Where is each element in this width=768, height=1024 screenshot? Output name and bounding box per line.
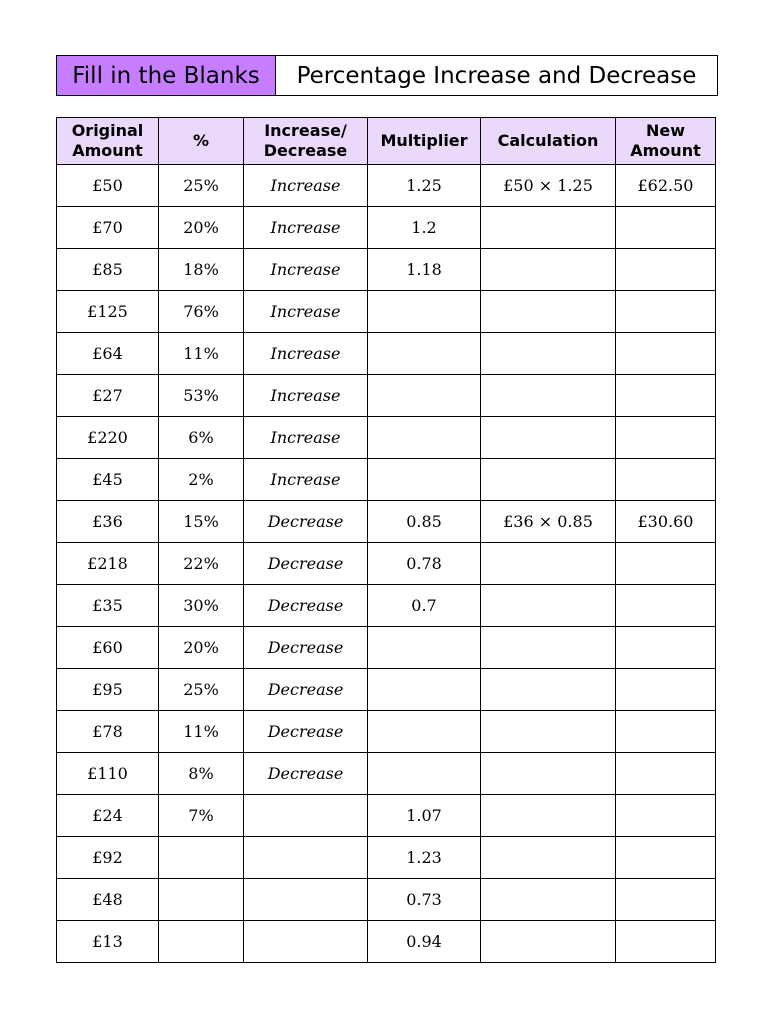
- multiplier-cell: 1.25: [368, 165, 481, 207]
- original-amount-cell: £45: [57, 459, 159, 501]
- calculation-cell: [481, 837, 616, 879]
- original-amount-cell: £220: [57, 417, 159, 459]
- percent-cell: 18%: [159, 249, 244, 291]
- percent-cell: 7%: [159, 795, 244, 837]
- original-amount-cell: £48: [57, 879, 159, 921]
- new-amount-cell: £62.50: [616, 165, 716, 207]
- original-amount-cell: £125: [57, 291, 159, 333]
- calculation-cell: [481, 627, 616, 669]
- multiplier-cell: [368, 711, 481, 753]
- direction-cell: Increase: [244, 291, 368, 333]
- new-amount-cell: [616, 543, 716, 585]
- original-amount-cell: £218: [57, 543, 159, 585]
- percent-cell: 76%: [159, 291, 244, 333]
- multiplier-cell: 1.18: [368, 249, 481, 291]
- direction-cell: Decrease: [244, 669, 368, 711]
- calculation-cell: [481, 375, 616, 417]
- calculation-cell: [481, 879, 616, 921]
- direction-cell: Increase: [244, 207, 368, 249]
- direction-cell: Increase: [244, 375, 368, 417]
- direction-cell: Increase: [244, 459, 368, 501]
- calculation-cell: £36 × 0.85: [481, 501, 616, 543]
- calculation-cell: [481, 207, 616, 249]
- table-row: [57, 207, 716, 249]
- calculation-cell: £50 × 1.25: [481, 165, 616, 207]
- original-amount-cell: £13: [57, 921, 159, 963]
- table-row: [57, 501, 716, 543]
- header-new-amount: New Amount: [616, 118, 716, 165]
- multiplier-cell: [368, 375, 481, 417]
- table-row: [57, 165, 716, 207]
- direction-cell: [244, 795, 368, 837]
- original-amount-cell: £27: [57, 375, 159, 417]
- percent-cell: 11%: [159, 333, 244, 375]
- table-row: [57, 753, 716, 795]
- percent-cell: [159, 921, 244, 963]
- multiplier-cell: [368, 417, 481, 459]
- percent-cell: 6%: [159, 417, 244, 459]
- table-row: [57, 375, 716, 417]
- direction-cell: Increase: [244, 333, 368, 375]
- multiplier-cell: 0.85: [368, 501, 481, 543]
- new-amount-cell: [616, 585, 716, 627]
- new-amount-cell: [616, 291, 716, 333]
- percent-cell: 53%: [159, 375, 244, 417]
- percent-cell: 25%: [159, 165, 244, 207]
- calculation-cell: [481, 585, 616, 627]
- table-row: [57, 837, 716, 879]
- calculation-cell: [481, 333, 616, 375]
- calculation-cell: [481, 711, 616, 753]
- multiplier-cell: [368, 459, 481, 501]
- table-row: [57, 711, 716, 753]
- new-amount-cell: [616, 333, 716, 375]
- multiplier-cell: [368, 627, 481, 669]
- header-multiplier: Multiplier: [368, 118, 481, 165]
- original-amount-cell: £92: [57, 837, 159, 879]
- original-amount-cell: £24: [57, 795, 159, 837]
- calculation-cell: [481, 669, 616, 711]
- direction-cell: Decrease: [244, 753, 368, 795]
- multiplier-cell: 0.78: [368, 543, 481, 585]
- table-row: [57, 921, 716, 963]
- direction-cell: Decrease: [244, 711, 368, 753]
- table-row: [57, 879, 716, 921]
- new-amount-cell: [616, 921, 716, 963]
- calculation-cell: [481, 459, 616, 501]
- new-amount-cell: [616, 417, 716, 459]
- percent-cell: 22%: [159, 543, 244, 585]
- direction-cell: [244, 921, 368, 963]
- new-amount-cell: [616, 249, 716, 291]
- table-header-row: [57, 118, 716, 165]
- header-increase-decrease: Increase/ Decrease: [244, 118, 368, 165]
- multiplier-cell: [368, 291, 481, 333]
- multiplier-cell: 0.7: [368, 585, 481, 627]
- original-amount-cell: £64: [57, 333, 159, 375]
- percent-cell: 20%: [159, 627, 244, 669]
- table-row: [57, 795, 716, 837]
- percent-cell: 11%: [159, 711, 244, 753]
- header-calculation: Calculation: [481, 118, 616, 165]
- multiplier-cell: 0.94: [368, 921, 481, 963]
- multiplier-cell: [368, 669, 481, 711]
- new-amount-cell: [616, 375, 716, 417]
- worksheet-title-bar: [56, 55, 718, 96]
- percent-cell: 30%: [159, 585, 244, 627]
- direction-cell: Decrease: [244, 627, 368, 669]
- original-amount-cell: £95: [57, 669, 159, 711]
- new-amount-cell: [616, 669, 716, 711]
- table-row: [57, 291, 716, 333]
- calculation-cell: [481, 753, 616, 795]
- multiplier-cell: 1.07: [368, 795, 481, 837]
- table-row: [57, 585, 716, 627]
- table-row: [57, 627, 716, 669]
- original-amount-cell: £50: [57, 165, 159, 207]
- percent-cell: 25%: [159, 669, 244, 711]
- calculation-cell: [481, 795, 616, 837]
- header-original-amount: Original Amount: [57, 118, 159, 165]
- multiplier-cell: 0.73: [368, 879, 481, 921]
- table-row: [57, 249, 716, 291]
- calculation-cell: [481, 249, 616, 291]
- table-row: [57, 333, 716, 375]
- direction-cell: Decrease: [244, 585, 368, 627]
- direction-cell: Increase: [244, 165, 368, 207]
- calculation-cell: [481, 417, 616, 459]
- original-amount-cell: £85: [57, 249, 159, 291]
- table-body: [57, 165, 716, 963]
- new-amount-cell: [616, 207, 716, 249]
- table-row: [57, 669, 716, 711]
- new-amount-cell: [616, 879, 716, 921]
- new-amount-cell: [616, 711, 716, 753]
- percent-cell: [159, 879, 244, 921]
- worksheet-tag: Fill in the Blanks: [57, 56, 276, 95]
- calculation-cell: [481, 291, 616, 333]
- table-row: [57, 417, 716, 459]
- multiplier-cell: [368, 753, 481, 795]
- percent-cell: [159, 837, 244, 879]
- header-percent: %: [159, 118, 244, 165]
- table-row: [57, 459, 716, 501]
- percent-cell: 15%: [159, 501, 244, 543]
- new-amount-cell: [616, 795, 716, 837]
- new-amount-cell: [616, 753, 716, 795]
- new-amount-cell: £30.60: [616, 501, 716, 543]
- calculation-cell: [481, 543, 616, 585]
- original-amount-cell: £60: [57, 627, 159, 669]
- original-amount-cell: £110: [57, 753, 159, 795]
- direction-cell: [244, 837, 368, 879]
- percentage-table: [56, 117, 716, 963]
- table-row: [57, 543, 716, 585]
- multiplier-cell: [368, 333, 481, 375]
- original-amount-cell: £36: [57, 501, 159, 543]
- calculation-cell: [481, 921, 616, 963]
- percent-cell: 20%: [159, 207, 244, 249]
- new-amount-cell: [616, 459, 716, 501]
- new-amount-cell: [616, 837, 716, 879]
- direction-cell: Decrease: [244, 501, 368, 543]
- direction-cell: [244, 879, 368, 921]
- percent-cell: 8%: [159, 753, 244, 795]
- original-amount-cell: £70: [57, 207, 159, 249]
- direction-cell: Increase: [244, 249, 368, 291]
- direction-cell: Increase: [244, 417, 368, 459]
- new-amount-cell: [616, 627, 716, 669]
- multiplier-cell: 1.2: [368, 207, 481, 249]
- percent-cell: 2%: [159, 459, 244, 501]
- direction-cell: Decrease: [244, 543, 368, 585]
- worksheet-topic: Percentage Increase and Decrease: [296, 62, 697, 89]
- original-amount-cell: £35: [57, 585, 159, 627]
- multiplier-cell: 1.23: [368, 837, 481, 879]
- original-amount-cell: £78: [57, 711, 159, 753]
